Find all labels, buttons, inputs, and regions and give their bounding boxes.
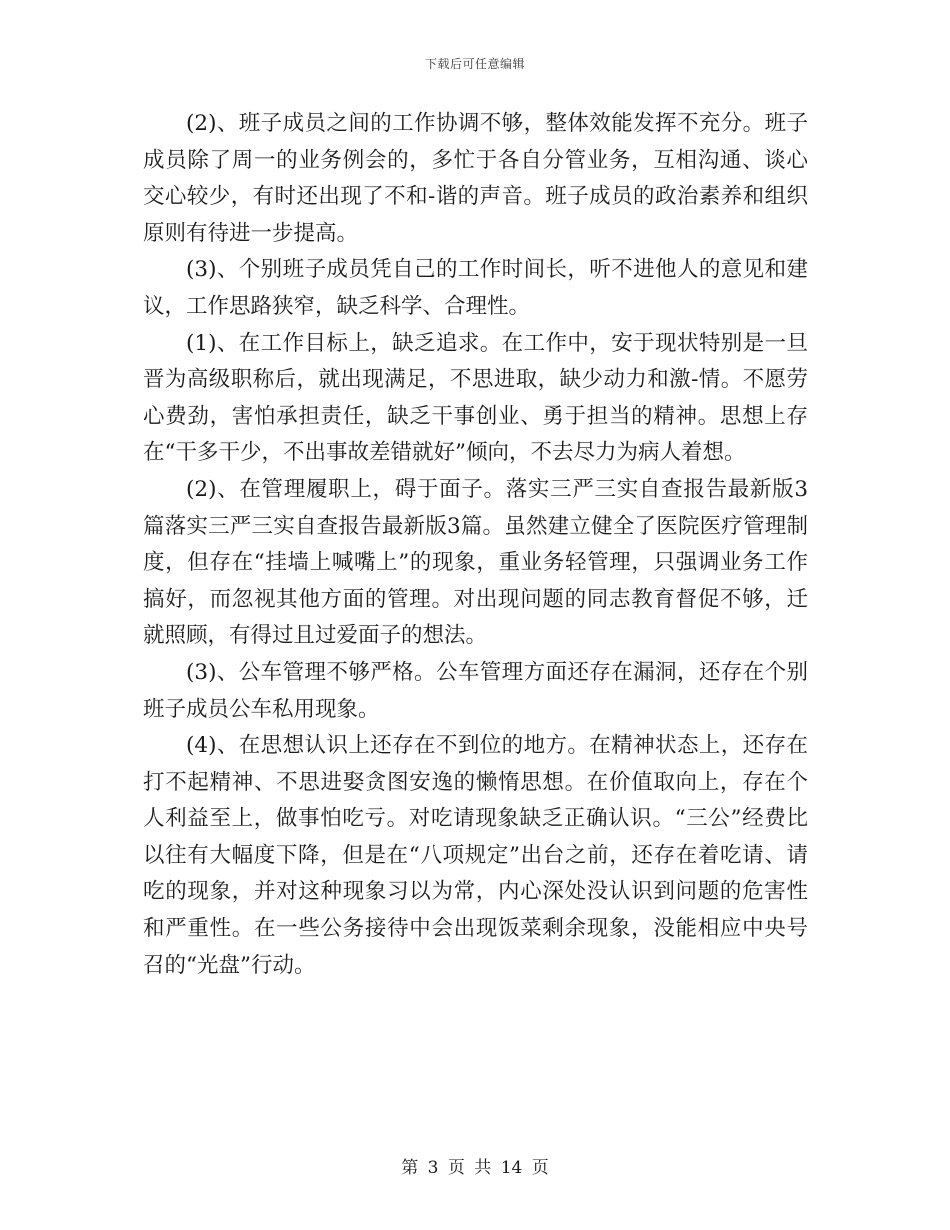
paragraph: (2)、班子成员之间的工作协调不够，整体效能发挥不充分。班子成员除了周一的业务例会的，多忙于各自分管业务，互相沟通、谈心交心较少，有时还出现了不和-谐的声音。班子成员的政治素养和组织原则有待进一步提高。 — [143, 111, 808, 246]
page-number-footer: 第 3 页 共 14 页 — [401, 1158, 549, 1178]
page-header: 下载后可任意编辑 — [424, 57, 525, 71]
document-body — [143, 106, 808, 984]
paragraph: (3)、个别班子成员凭自己的工作时间长，听不进他人的意见和建议，工作思路狭窄，缺乏科学、合理性。 — [143, 257, 808, 319]
paragraph: (4)、在思想认识上还存在不到位的地方。在精神状态上，还存在打不起精神、不思进娶贪图安逸的懒惰思想。在价值取向上，存在个人利益至上，做事怕吃亏。对吃请现象缺乏正确认识。“三公”经费比以往有大幅度下降，但是在“八项规定”出台之前，还存在着吃请、请吃的现象，并对这种现象习以为常，内心深处没认识到问题的危害性和严重性。在一些公务接待中会出现饭菜剩余现象，没能相应中央号召的“光盘”行动。 — [143, 733, 808, 978]
paragraph: (3)、公车管理不够严格。公车管理方面还存在漏洞，还存在个别班子成员公车私用现象。 — [143, 659, 808, 722]
paragraph: (1)、在工作目标上，缺乏追求。在工作中，安于现状特别是一旦晋为高级职称后，就出现满足，不思进取，缺少动力和激-情。不愿劳心费劲，害怕承担责任，缺乏干事创业、勇于担当的精神。思想上存在“干多干少，不出事故差错就好”倾向，不去尽力为病人着想。 — [143, 330, 808, 466]
paragraph: (2)、在管理履职上，碍于面子。落实三严三实自查报告最新版3篇落实三严三实自查报告最新版3篇。虽然建立健全了医院医疗管理制度，但存在“挂墙上喊嘴上”的现象，重业务轻管理，只强调业务工作搞好，而忽视其他方面的管理。对出现问题的同志教育督促不够，迁就照顾，有得过且过爱面子的想法。 — [143, 476, 808, 649]
